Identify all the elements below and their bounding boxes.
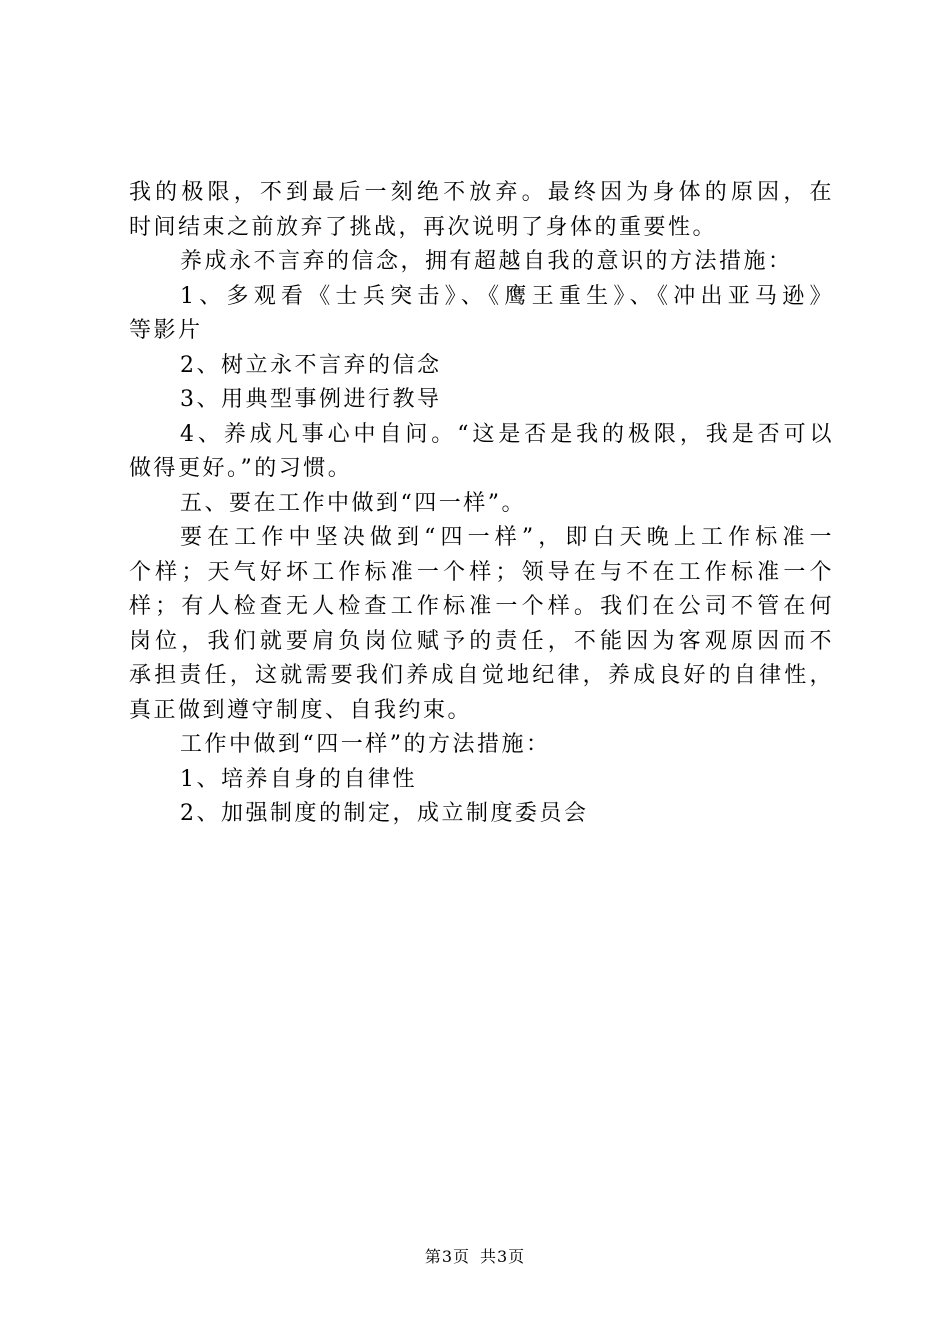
body-line: 要在工作中坚决做到“四一样”，即白天晚上工作标准一 [180,525,834,550]
body-line: 2、加强制度的制定，成立制度委员会 [180,801,589,826]
body-line: 真正做到遵守制度、自我约束。 [129,697,473,723]
page-number: 第3页 [424,1247,470,1266]
body-line: 2、树立永不言弃的信念 [180,352,442,378]
body-line: 岗位，我们就要肩负岗位赋予的责任，不能因为客观原因而不 [129,628,834,654]
body-line: 养成永不言弃的信念，拥有超越自我的意识的方法措施： [180,249,793,274]
body-line: 做得更好。”的习惯。 [129,456,353,481]
document-body [129,176,834,832]
page-total: 共3页 [480,1247,526,1266]
page-footer [0,1244,950,1267]
body-line: 等影片 [129,318,203,343]
body-line: 时间结束之前放弃了挑战，再次说明了身体的重要性。 [129,214,718,240]
body-line: 3、用典型事例进行教导 [180,387,442,412]
body-line: 样；有人检查无人检查工作标准一个样。我们在公司不管在何 [129,594,834,619]
body-line: 1、培养自身的自律性 [180,766,417,792]
body-line: 个样；天气好坏工作标准一个样；领导在与不在工作标准一个 [129,559,834,585]
body-line: 4、养成凡事心中自问。“这是否是我的极限，我是否可以 [180,421,834,447]
body-line: 1、多观看《士兵突击》、《鹰王重生》、《冲出亚马逊》 [180,283,834,309]
body-line: 我的极限，不到最后一刻绝不放弃。最终因为身体的原因，在 [129,180,834,205]
body-line: 承担责任，这就需要我们养成自觉地纪律，养成良好的自律性， [129,663,834,688]
body-line: 工作中做到“四一样”的方法措施： [180,732,551,757]
section-heading: 五、要在工作中做到“四一样”。 [180,490,526,516]
